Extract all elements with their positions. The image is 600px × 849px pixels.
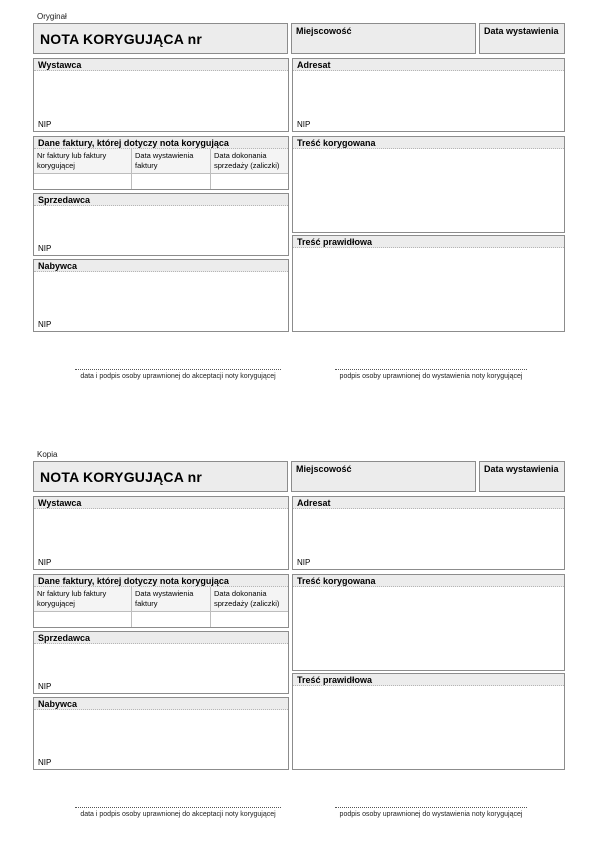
buyer-nip-label: NIP	[38, 320, 52, 329]
copy-type-label: Oryginał	[37, 12, 67, 21]
acceptance-signature-area	[75, 369, 281, 381]
corrected-content-box	[292, 574, 565, 671]
content-column	[292, 574, 565, 770]
seller-nip-label: NIP	[38, 682, 52, 691]
invoice-issue-date-header: Data wystawienia faktury	[132, 149, 210, 174]
city-label: Miejscowość	[296, 26, 352, 36]
issuer-signature-area	[335, 807, 527, 819]
addressee-nip-label: NIP	[297, 558, 311, 567]
content-column	[292, 136, 565, 332]
issue-date-field	[479, 23, 565, 54]
addressee-box	[292, 496, 565, 570]
sale-date-fill-area	[211, 174, 288, 189]
invoice-data-box	[33, 136, 289, 190]
city-field	[291, 23, 476, 54]
invoice-number-fill-area	[34, 174, 131, 189]
city-label: Miejscowość	[296, 464, 352, 474]
addressee-fill-area	[293, 71, 564, 131]
nota-korygujaca-form-original	[33, 12, 565, 381]
acceptance-signature-area	[75, 807, 281, 819]
buyer-fill-area	[34, 272, 288, 331]
issue-date-field	[479, 461, 565, 492]
parties-row	[33, 496, 565, 570]
invoice-number-header: Nr faktury lub faktury korygującej	[34, 587, 131, 612]
issuer-label: Wystawca	[34, 497, 288, 509]
buyer-label: Nabywca	[34, 260, 288, 272]
parties-row	[33, 58, 565, 132]
sale-date-header: Data dokonania sprzedaży (zaliczki)	[211, 149, 288, 174]
copy-type-label: Kopia	[37, 450, 58, 459]
seller-label: Sprzedawca	[34, 632, 288, 644]
issuer-nip-label: NIP	[38, 120, 52, 129]
correct-content-fill-area	[293, 686, 564, 769]
issuer-label: Wystawca	[34, 59, 288, 71]
invoice-data-box	[33, 574, 289, 628]
correct-content-label: Treść prawidłowa	[293, 674, 564, 686]
issue-date-label: Data wystawienia	[484, 464, 559, 474]
correct-content-box	[292, 235, 565, 332]
buyer-nip-label: NIP	[38, 758, 52, 767]
issuer-signature-caption: podpis osoby uprawnionej do wystawienia noty korygującej	[339, 811, 523, 818]
seller-fill-area	[34, 206, 288, 255]
invoice-issue-date-header: Data wystawienia faktury	[132, 587, 210, 612]
seller-nip-label: NIP	[38, 244, 52, 253]
buyer-box	[33, 259, 289, 332]
invoice-number-column	[34, 149, 132, 189]
invoice-data-table	[34, 587, 288, 627]
form-title: NOTA KORYGUJĄCA nr	[33, 23, 288, 54]
sale-date-fill-area	[211, 612, 288, 627]
invoice-issue-date-column	[132, 587, 211, 627]
corrected-content-label: Treść korygowana	[293, 575, 564, 587]
corrected-content-label: Treść korygowana	[293, 137, 564, 149]
issuer-nip-label: NIP	[38, 558, 52, 567]
invoice-number-fill-area	[34, 612, 131, 627]
issuer-box	[33, 58, 289, 132]
buyer-label: Nabywca	[34, 698, 288, 710]
invoice-and-content-row	[33, 574, 565, 770]
issue-date-label: Data wystawienia	[484, 26, 559, 36]
invoice-number-header: Nr faktury lub faktury korygującej	[34, 149, 131, 174]
invoice-column	[33, 574, 289, 770]
issuer-box	[33, 496, 289, 570]
invoice-number-column	[34, 587, 132, 627]
corrected-content-box	[292, 136, 565, 233]
issuer-signature-area	[335, 369, 527, 381]
addressee-box	[292, 58, 565, 132]
corrected-content-fill-area	[293, 587, 564, 670]
invoice-issue-date-fill-area	[132, 612, 210, 627]
invoice-data-title: Dane faktury, której dotyczy nota korygująca	[34, 575, 288, 587]
nota-korygujaca-form-copy	[33, 450, 565, 819]
invoice-column	[33, 136, 289, 332]
form-header	[33, 23, 565, 54]
buyer-fill-area	[34, 710, 288, 769]
signatures-row	[33, 369, 565, 381]
buyer-box	[33, 697, 289, 770]
seller-box	[33, 193, 289, 256]
sale-date-column	[211, 149, 288, 189]
invoice-issue-date-column	[132, 149, 211, 189]
invoice-and-content-row	[33, 136, 565, 332]
sale-date-header: Data dokonania sprzedaży (zaliczki)	[211, 587, 288, 612]
issuer-fill-area	[34, 71, 288, 131]
correct-content-box	[292, 673, 565, 770]
addressee-label: Adresat	[293, 59, 564, 71]
seller-fill-area	[34, 644, 288, 693]
issuer-signature-caption: podpis osoby uprawnionej do wystawienia noty korygującej	[339, 373, 523, 380]
seller-label: Sprzedawca	[34, 194, 288, 206]
addressee-label: Adresat	[293, 497, 564, 509]
issuer-fill-area	[34, 509, 288, 569]
city-field	[291, 461, 476, 492]
sale-date-column	[211, 587, 288, 627]
addressee-nip-label: NIP	[297, 120, 311, 129]
invoice-data-title: Dane faktury, której dotyczy nota korygująca	[34, 137, 288, 149]
corrected-content-fill-area	[293, 149, 564, 232]
form-title: NOTA KORYGUJĄCA nr	[33, 461, 288, 492]
acceptance-signature-caption: data i podpis osoby uprawnionej do akceptacji noty korygującej	[80, 811, 276, 818]
invoice-data-table	[34, 149, 288, 189]
correct-content-fill-area	[293, 248, 564, 331]
correct-content-label: Treść prawidłowa	[293, 236, 564, 248]
addressee-fill-area	[293, 509, 564, 569]
form-header	[33, 461, 565, 492]
signatures-row	[33, 807, 565, 819]
acceptance-signature-caption: data i podpis osoby uprawnionej do akceptacji noty korygującej	[80, 373, 276, 380]
invoice-issue-date-fill-area	[132, 174, 210, 189]
seller-box	[33, 631, 289, 694]
